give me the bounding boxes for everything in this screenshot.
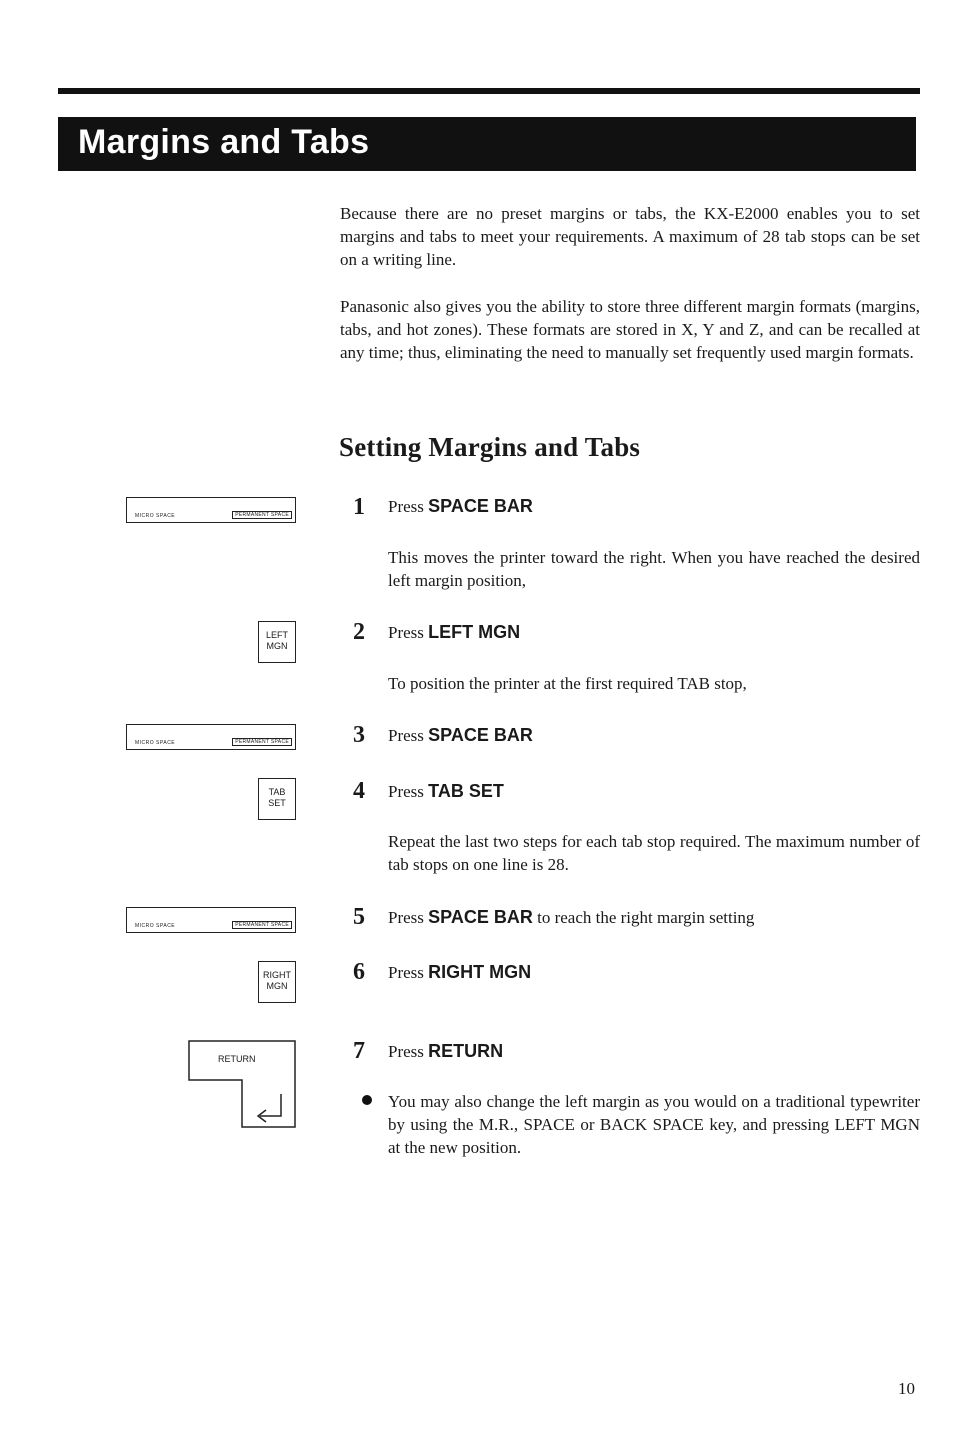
tab-set-key-line-1: TAB [268, 787, 286, 797]
step-6-key: RIGHT MGN [428, 962, 532, 982]
step-1-prefix: Press [388, 497, 424, 516]
step-3-prefix: Press [388, 726, 424, 745]
step-7-key: RETURN [428, 1041, 504, 1061]
left-mgn-key-line-1: LEFT [265, 630, 288, 640]
top-rule [58, 88, 920, 94]
right-mgn-key-line-1: RIGHT [263, 970, 291, 980]
step-1-instruction [388, 496, 533, 517]
space-bar-left-label: MICRO SPACE [135, 923, 176, 929]
step-6-number: 6 [353, 959, 365, 985]
step-6-prefix: Press [388, 963, 424, 982]
page-title: Margins and Tabs [78, 123, 370, 161]
step-1-description: This moves the printer toward the right. When you have reached the desired left margin position, [388, 548, 920, 590]
bullet-icon [362, 1095, 372, 1105]
title-bar [58, 117, 916, 171]
step-2-number: 2 [353, 619, 365, 645]
space-bar-left-label: MICRO SPACE [135, 513, 176, 519]
step-2-instruction [388, 622, 520, 643]
step-7-prefix: Press [388, 1042, 424, 1061]
step-4-instruction [388, 781, 504, 802]
step-2-key: LEFT MGN [428, 622, 521, 642]
step-3-number: 3 [353, 722, 365, 748]
step-2-description: To position the printer at the first required TAB stop, [388, 674, 747, 693]
step-2-prefix: Press [388, 623, 424, 642]
space-bar-right-label: PERMANENT SPACE [232, 511, 292, 519]
step-5-number: 5 [353, 904, 365, 930]
space-bar-left-label: MICRO SPACE [135, 740, 176, 746]
left-mgn-key-illustration [258, 621, 296, 663]
step-5-prefix: Press [388, 908, 424, 927]
step-5-instruction [388, 907, 754, 928]
step-4-description: Repeat the last two steps for each tab stop required. The maximum number of tab stops on one line is 28. [388, 832, 920, 874]
section-heading: Setting Margins and Tabs [339, 432, 641, 462]
space-bar-key-illustration-1 [126, 497, 296, 523]
step-3-key: SPACE BAR [428, 725, 533, 745]
intro-paragraph-1: Because there are no preset margins or tabs, the KX-E2000 enables you to set margins and tabs to meet your requirements. A maximum of 28 tab stops can be set on a writing line. [340, 204, 920, 269]
step-6-instruction [388, 962, 531, 983]
step-3-instruction [388, 725, 533, 746]
right-mgn-key-illustration [258, 961, 296, 1003]
space-bar-key-illustration-3 [126, 907, 296, 933]
step-1-key: SPACE BAR [428, 496, 533, 516]
step-4-number: 4 [353, 778, 365, 804]
tab-set-key-illustration [258, 778, 296, 820]
step-4-key: TAB SET [428, 781, 504, 801]
return-key-illustration [188, 1040, 296, 1128]
step-4-prefix: Press [388, 782, 424, 801]
intro-paragraph-2: Panasonic also gives you the ability to store three different margin formats (margins, tabs, and hot zones). These formats are stored in X, Y and Z, and can be recalled at any time; thus, eliminating the need to manually set frequently used margin formats. [340, 297, 920, 362]
space-bar-right-label: PERMANENT SPACE [232, 738, 292, 746]
note-text: You may also change the left margin as you would on a traditional typewriter by using the M.R., SPACE or BACK SPACE key, and pressing LEFT MGN at the new position. [388, 1092, 920, 1157]
step-1-number: 1 [353, 494, 365, 520]
tab-set-key-line-2: SET [268, 798, 286, 808]
space-bar-right-label: PERMANENT SPACE [232, 921, 292, 929]
page-number: 10 [898, 1379, 915, 1398]
step-5-suffix: to reach the right margin setting [537, 908, 755, 927]
step-7-number: 7 [353, 1038, 365, 1064]
left-mgn-key-line-2: MGN [266, 641, 288, 651]
return-key-label: RETURN [218, 1054, 256, 1064]
space-bar-key-illustration-2 [126, 724, 296, 750]
step-7-instruction [388, 1041, 503, 1062]
step-5-key: SPACE BAR [428, 907, 533, 927]
right-mgn-key-line-2: MGN [266, 981, 288, 991]
